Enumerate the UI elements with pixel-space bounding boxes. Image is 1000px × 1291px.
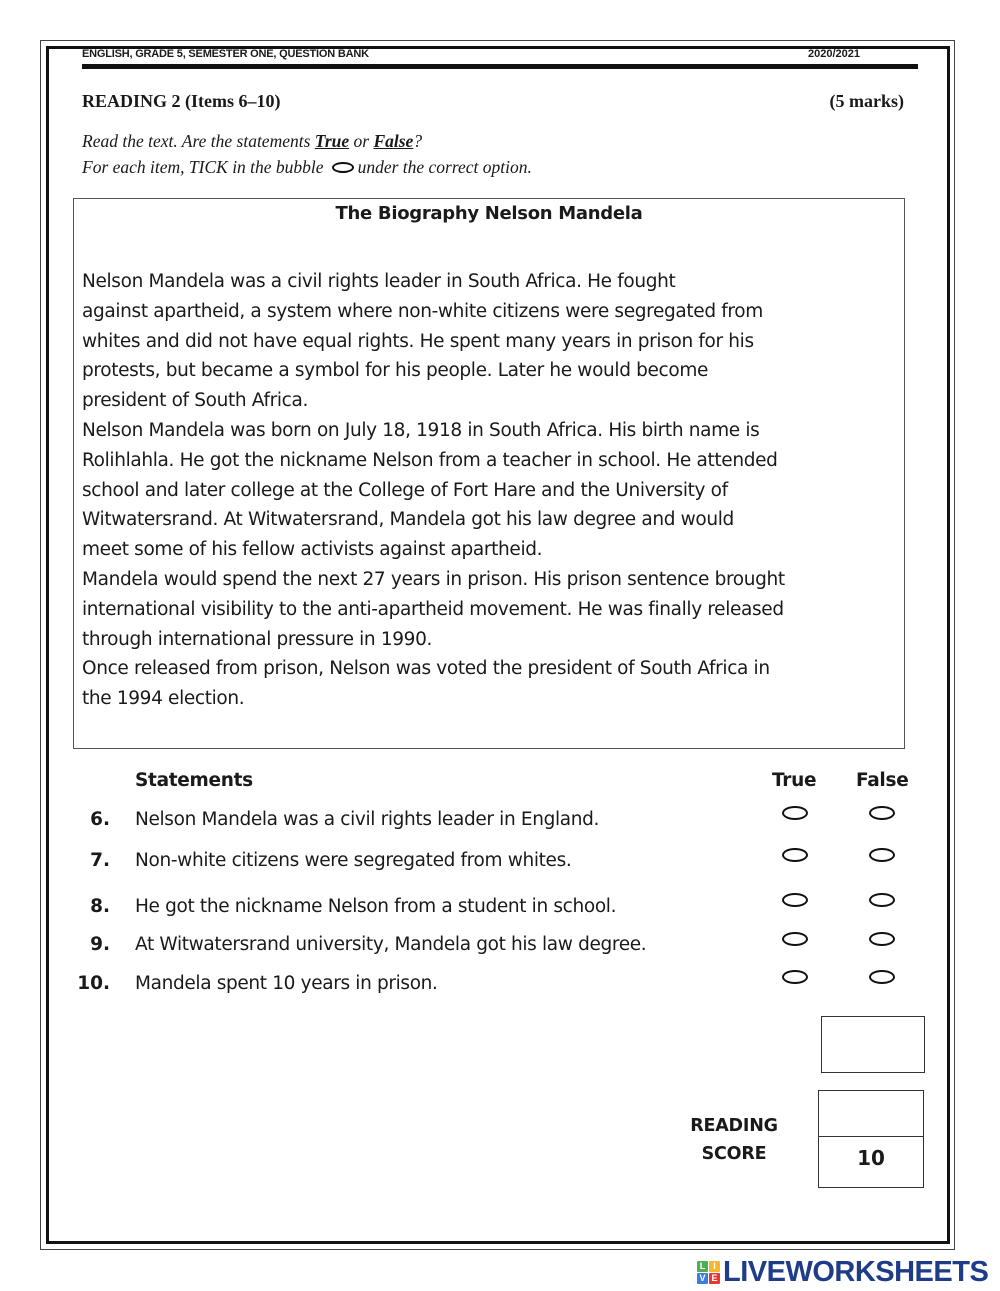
instruction-line-2 [82,157,532,178]
logo-text: LIVEWORKSHEETS [723,1255,989,1288]
statement-row-9 [0,934,1000,964]
score-label-line: SCORE [701,1144,767,1164]
instruction-text: or [349,131,374,151]
passage-line: through international pressure in 1990. [82,628,433,650]
passage-line: Witwatersrand. At Witwatersrand, Mandela got his law degree and would [82,509,734,531]
statement-text: Non-white citizens were segregated from whites. [135,850,572,871]
statements-header: Statements [135,770,253,791]
statement-row-8 [0,896,1000,926]
passage-line: international visibility to the anti-apartheid movement. He was finally released [82,598,784,620]
statement-10-true-bubble[interactable] [782,970,808,984]
statement-6-true-bubble[interactable] [782,806,808,820]
instruction-line-1 [82,131,422,152]
statement-7-true-bubble[interactable] [782,848,808,862]
section-marks: (5 marks) [829,91,904,111]
passage-title: The Biography Nelson Mandela [335,203,643,224]
logo-tiles-icon [697,1261,720,1284]
document-header-year: 2020/2021 [808,48,860,60]
passage-line: whites and did not have equal rights. He spent many years in prison for his [82,330,754,352]
score-input-field[interactable] [819,1091,923,1136]
statement-9-false-bubble[interactable] [869,932,895,946]
passage-line: president of South Africa. [82,390,308,412]
section-title: READING 2 (Items 6–10) [82,91,281,111]
instruction-text: Read the text. Are the statements [82,131,315,151]
instruction-false: False [373,131,414,151]
statement-7-false-bubble[interactable] [869,848,895,862]
statement-row-10 [0,973,1000,1003]
statement-text: Nelson Mandela was a civil rights leader in England. [135,809,600,830]
logo-tile: V [697,1273,708,1284]
passage-line: Mandela would spend the next 27 years in prison. His prison sentence brought [82,568,785,590]
passage-line: protests, but became a symbol for his people. Later he would become [82,360,709,382]
passage-line: Nelson Mandela was born on July 18, 1918 in South Africa. His birth name is [82,419,760,441]
instruction-true: True [314,131,350,151]
logo-tile: I [709,1261,720,1272]
passage-line: school and later college at the College of Fort Hare and the University of [82,479,728,501]
passage-line: against apartheid, a system where non-white citizens were segregated from [82,300,763,322]
statement-8-true-bubble[interactable] [782,893,808,907]
passage-line: Nelson Mandela was a civil rights leader in South Africa. He fought [82,271,676,292]
passage-line: Once released from prison, Nelson was voted the president of South Africa in [82,658,770,680]
statement-6-false-bubble[interactable] [869,806,895,820]
statement-text: He got the nickname Nelson from a student in school. [135,896,617,917]
statement-row-6 [0,809,1000,839]
true-column-header: True [772,770,817,791]
statement-number: 9. [90,934,110,955]
passage-line: Rolihlahla. He got the nickname Nelson from a teacher in school. He attended [82,449,778,471]
liveworksheets-logo[interactable] [697,1257,988,1287]
statement-number: 10. [77,973,110,994]
statement-text: Mandela spent 10 years in prison. [135,973,438,994]
statement-number: 6. [90,809,110,830]
false-column-header: False [856,770,909,791]
statement-number: 8. [90,896,110,917]
instruction-text: under the correct option. [357,157,532,177]
statement-8-false-bubble[interactable] [869,893,895,907]
document-header-title: ENGLISH, GRADE 5, SEMESTER ONE, QUESTION BANK [82,48,369,60]
statement-number: 7. [90,850,110,871]
bubble-icon [332,162,354,173]
statement-9-true-bubble[interactable] [782,932,808,946]
statement-text: At Witwatersrand university, Mandela got his law degree. [135,934,647,955]
score-label-line: READING [690,1116,778,1136]
answer-input-box[interactable] [821,1016,925,1073]
instruction-text: ? [413,131,423,151]
statement-row-7 [0,850,1000,880]
passage-body [82,267,897,714]
passage-line: the 1994 election. [82,688,245,710]
score-total: 10 [857,1146,885,1170]
logo-tile: E [709,1273,720,1284]
reading-score-label [686,1112,782,1168]
instruction-text: For each item, TICK in the bubble [82,157,324,177]
statement-10-false-bubble[interactable] [869,970,895,984]
score-divider [819,1136,923,1137]
header-rule [82,64,918,69]
reading-score-box [818,1090,924,1188]
logo-tile: L [697,1261,708,1272]
reading-passage-box [73,198,905,749]
passage-line: meet some of his fellow activists against apartheid. [82,539,543,561]
